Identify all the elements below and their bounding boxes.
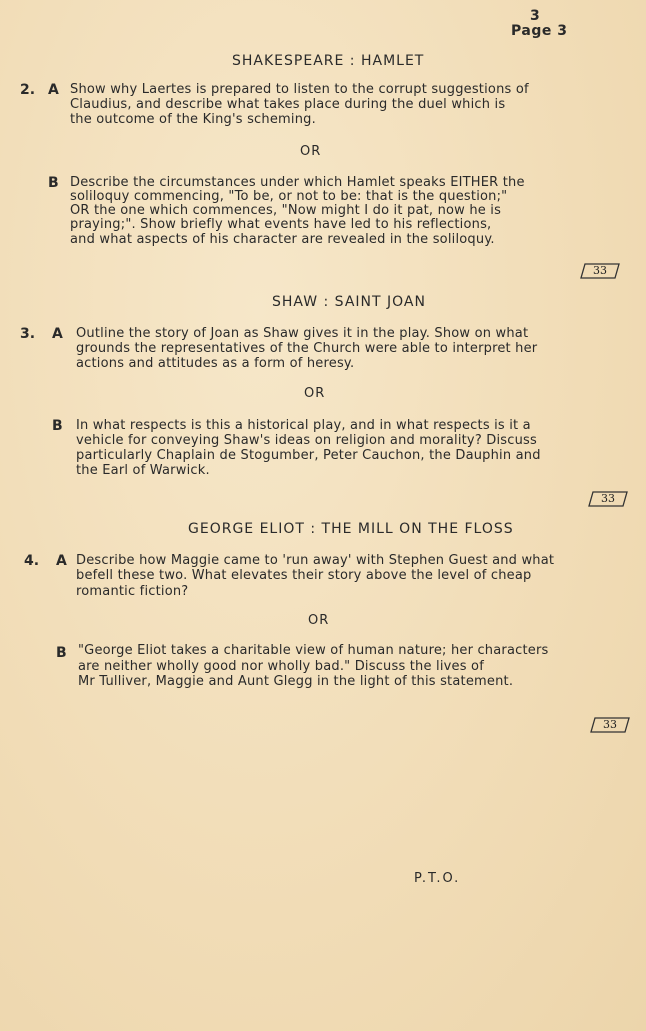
marks-value: 33 <box>601 492 615 505</box>
question-text-line: befell these two. What elevates their story above the level of cheap <box>76 568 532 583</box>
question-text-line: particularly Chaplain de Stogumber, Peter Cauchon, the Dauphin and <box>76 448 541 463</box>
question-text-line: Mr Tulliver, Maggie and Aunt Glegg in the light of this statement. <box>78 674 514 689</box>
part-a-label: A <box>56 553 67 569</box>
section-heading-mill-on-the-floss: GEORGE ELIOT : THE MILL ON THE FLOSS <box>188 521 514 537</box>
section-heading-hamlet: SHAKESPEARE : HAMLET <box>232 53 425 69</box>
question-text-line: vehicle for conveying Shaw's ideas on religion and morality? Discuss <box>76 433 537 448</box>
pto-footer: P.T.O. <box>414 871 461 886</box>
question-text-line: Claudius, and describe what takes place during the duel which is <box>70 97 506 112</box>
question-text-line: Show why Laertes is prepared to listen to the corrupt suggestions of <box>70 82 529 97</box>
question-text-line: Describe the circumstances under which Hamlet speaks EITHER the <box>70 175 525 190</box>
question-text-line: soliloquy commencing, "To be, or not to be: that is the question;" <box>70 189 508 204</box>
question-text-line: "George Eliot takes a charitable view of human nature; her characters <box>78 643 549 658</box>
or-separator: OR <box>308 613 330 628</box>
question-text-line: are neither wholly good nor wholly bad." Discuss the lives of <box>78 659 484 674</box>
section-heading-saint-joan: SHAW : SAINT JOAN <box>272 294 426 310</box>
part-a-label: A <box>52 326 63 342</box>
marks-box <box>590 717 630 733</box>
question-text-line: the Earl of Warwick. <box>76 463 210 478</box>
marks-box <box>580 263 620 279</box>
question-number-3: 3. <box>20 326 36 342</box>
or-separator: OR <box>300 144 322 159</box>
question-text-line: romantic fiction? <box>76 584 189 599</box>
question-number-2: 2. <box>20 82 36 98</box>
marks-value: 33 <box>603 718 617 731</box>
question-text-line: actions and attitudes as a form of heresy. <box>76 356 355 371</box>
or-separator: OR <box>304 386 326 401</box>
page-label: Page 3 <box>511 23 568 39</box>
question-text-line: Describe how Maggie came to 'run away' with Stephen Guest and what <box>76 553 555 568</box>
marks-box <box>588 491 628 507</box>
part-b-label: B <box>56 645 67 661</box>
question-number-4: 4. <box>24 553 40 569</box>
part-a-label: A <box>48 82 59 98</box>
question-text-line: praying;". Show briefly what events have led to his reflections, <box>70 217 492 232</box>
question-text-line: OR the one which commences, "Now might I do it pat, now he is <box>70 203 502 218</box>
marks-value: 33 <box>593 264 607 277</box>
page-number: 3 <box>530 8 541 24</box>
question-text-line: Outline the story of Joan as Shaw gives it in the play. Show on what <box>76 326 529 341</box>
part-b-label: B <box>52 418 63 434</box>
question-text-line: In what respects is this a historical play, and in what respects is it a <box>76 418 531 433</box>
question-text-line: and what aspects of his character are revealed in the soliloquy. <box>70 232 495 247</box>
question-text-line: grounds the representatives of the Church were able to interpret her <box>76 341 538 356</box>
part-b-label: B <box>48 175 59 191</box>
question-text-line: the outcome of the King's scheming. <box>70 112 316 127</box>
